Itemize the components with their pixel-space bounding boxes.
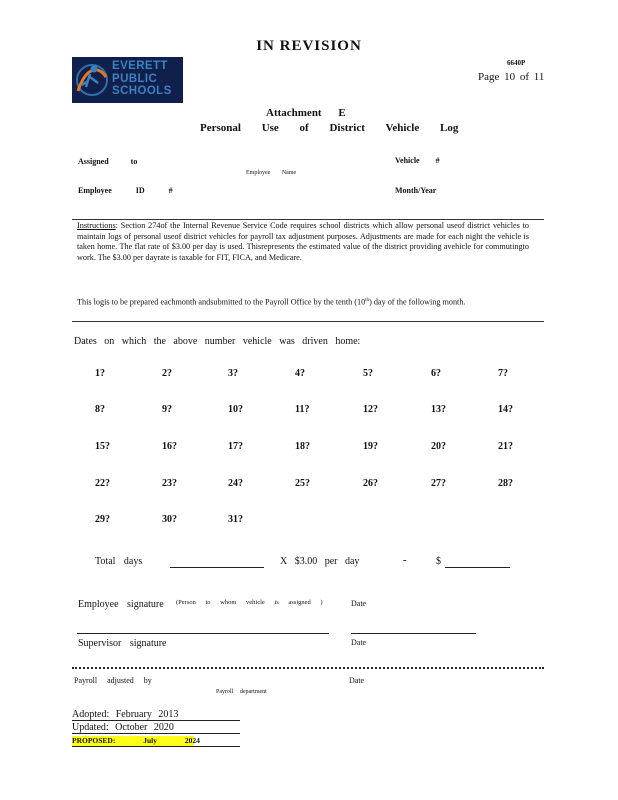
instructions-bottom-rule (72, 321, 544, 322)
payroll-date-label: Date (349, 676, 365, 685)
day-checkbox[interactable]: 9? (162, 404, 172, 415)
logo-wordmark: EVERETT PUBLIC SCHOOLS (112, 60, 172, 97)
policy-code: 6640P (507, 59, 526, 67)
day-checkbox[interactable]: 5? (363, 368, 373, 379)
district-logo (72, 57, 183, 103)
day-checkbox[interactable]: 28? (498, 478, 513, 489)
day-checkbox[interactable]: 22? (95, 478, 110, 489)
section-divider (72, 667, 544, 669)
day-checkbox[interactable]: 13? (431, 404, 446, 415)
day-checkbox[interactable]: 21? (498, 441, 513, 452)
instructions-text: : Section 274of the Internal Revenue Service Code requires school districts which allow personal useof district vehicles to maintain logs of personal useof district vehicles for payroll tax adjustment purposes. Adjustments are made for each night the vehicle is taken home. The flat rate of $3.00 per day is used. Thisrepresents the estimated value of the district providing avehicle for commutingto work. The $3.00 per dayrate is taxable for FIT, FICA, and Medicare. (77, 221, 529, 262)
supervisor-date-label: Date (351, 638, 367, 647)
employee-date-line[interactable] (351, 633, 476, 634)
day-checkbox[interactable]: 6? (431, 368, 441, 379)
instructions-paragraph (77, 221, 529, 263)
employee-signature-hint: (Person to whom vehicle is assigned ) (176, 599, 323, 606)
day-checkbox[interactable]: 30? (162, 514, 177, 525)
day-checkbox[interactable]: 17? (228, 441, 243, 452)
day-checkbox[interactable]: 24? (228, 478, 243, 489)
assigned-to-label: Assigned to (78, 157, 138, 166)
day-checkbox[interactable]: 25? (295, 478, 310, 489)
total-days-label: Total days (95, 556, 143, 567)
day-checkbox[interactable]: 7? (498, 368, 508, 379)
attachment-label: Attachment E (266, 107, 346, 119)
day-checkbox[interactable]: 31? (228, 514, 243, 525)
day-checkbox[interactable]: 23? (162, 478, 177, 489)
employee-name-hint: Employee Name (246, 170, 297, 176)
updated-line: Updated: October 2020 (72, 722, 240, 734)
adopted-line: Adopted: February 2013 (72, 709, 240, 721)
instructions-label: Instructions (77, 221, 116, 230)
employee-signature-label: Employee signature (78, 599, 164, 610)
day-checkbox[interactable]: 10? (228, 404, 243, 415)
equals-sign: - (403, 554, 407, 566)
form-title: Personal Use of District Vehicle Log (200, 122, 459, 134)
day-checkbox[interactable]: 14? (498, 404, 513, 415)
payroll-department-hint: Payroll department (216, 689, 267, 695)
rate-label: X $3.00 per day (280, 556, 360, 567)
day-checkbox[interactable]: 8? (95, 404, 105, 415)
day-checkbox[interactable]: 18? (295, 441, 310, 452)
instructions-top-rule (72, 219, 544, 220)
total-days-line[interactable] (170, 567, 264, 568)
total-amount-line[interactable] (445, 567, 510, 568)
day-checkbox[interactable]: 1? (95, 368, 105, 379)
day-checkbox[interactable]: 12? (363, 404, 378, 415)
logo-swoosh-icon (72, 57, 112, 103)
day-checkbox[interactable]: 4? (295, 368, 305, 379)
revision-banner: IN REVISION (256, 38, 362, 54)
day-checkbox[interactable]: 27? (431, 478, 446, 489)
day-checkbox[interactable]: 16? (162, 441, 177, 452)
day-checkbox[interactable]: 29? (95, 514, 110, 525)
day-checkbox[interactable]: 15? (95, 441, 110, 452)
day-checkbox[interactable]: 2? (162, 368, 172, 379)
employee-signature-line[interactable] (77, 633, 329, 634)
day-checkbox[interactable]: 11? (295, 404, 310, 415)
day-checkbox[interactable]: 19? (363, 441, 378, 452)
page-number: Page 10 of 11 (478, 71, 545, 83)
dollar-sign: $ (436, 556, 441, 567)
day-checkbox[interactable]: 20? (431, 441, 446, 452)
proposed-line (72, 736, 240, 747)
dates-heading: Dates on which the above number vehicle was driven home: (74, 336, 361, 347)
proposed-highlight: PROPOSED: July 2024 (72, 736, 200, 745)
submission-paragraph: This logis to be prepared eachmonth andsubmitted to the Payroll Office by the tenth (10th) day of the following month. (77, 297, 466, 307)
vehicle-number-label: Vehicle # (395, 156, 440, 165)
day-checkbox[interactable]: 3? (228, 368, 238, 379)
employee-id-label: Employee ID # (78, 186, 173, 195)
payroll-adjusted-label: Payroll adjusted by (74, 676, 152, 685)
month-year-label: Month/Year (395, 186, 437, 195)
employee-date-label: Date (351, 599, 367, 608)
day-checkbox[interactable]: 26? (363, 478, 378, 489)
supervisor-signature-label: Supervisor signature (78, 638, 167, 649)
